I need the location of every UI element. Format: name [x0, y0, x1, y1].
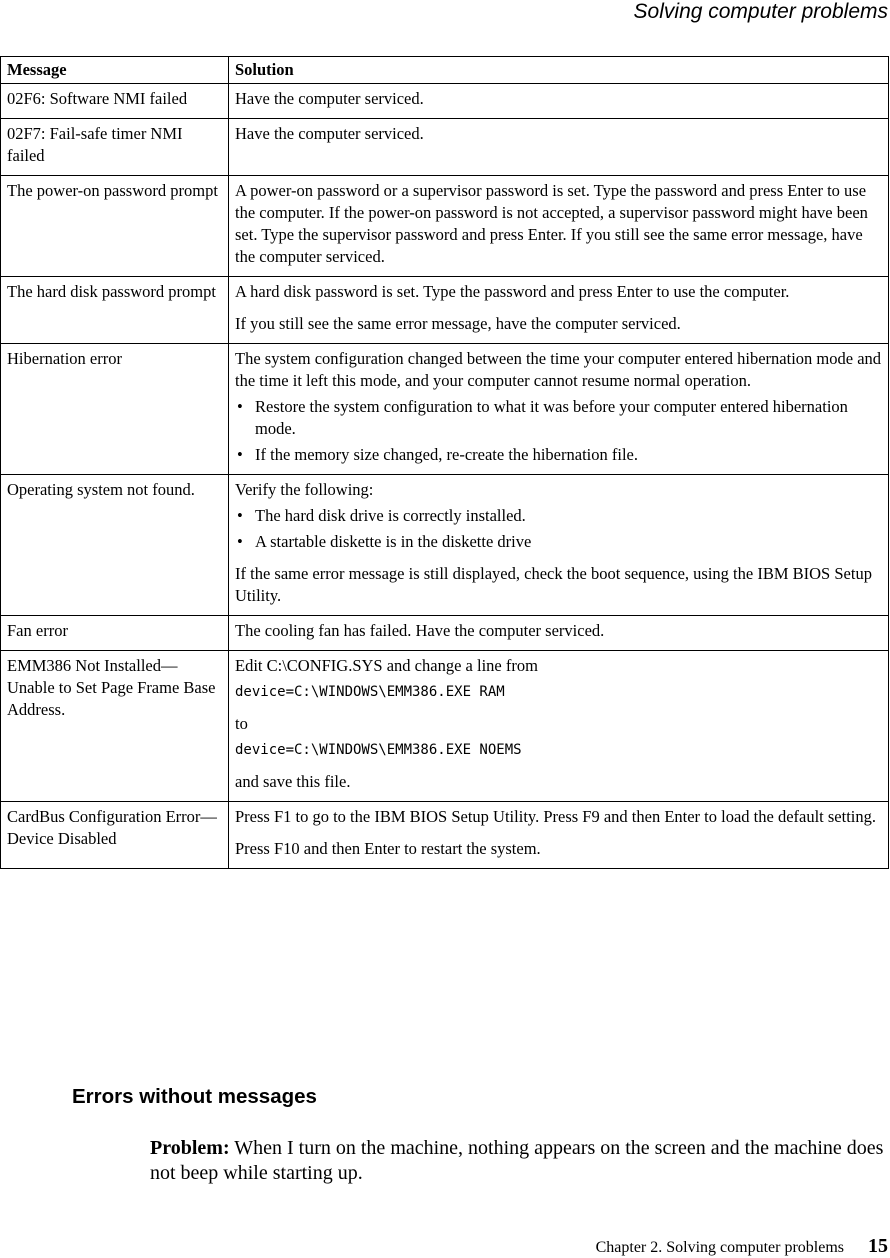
table-row	[1, 119, 889, 176]
column-header-message: Message	[1, 57, 229, 84]
solution-text: Have the computer serviced.	[235, 124, 424, 143]
message-cell: Fan error	[1, 616, 229, 651]
solution-text: The system configuration changed between the time your computer entered hibernation mode and the time it left this mode, and your computer cannot resume normal operation.	[235, 349, 882, 390]
solution-cell	[229, 651, 889, 802]
solution-cell	[229, 119, 889, 176]
table-row	[1, 277, 889, 344]
table-row	[1, 475, 889, 616]
solution-cell	[229, 475, 889, 616]
error-message-table	[0, 56, 889, 869]
table-row	[1, 616, 889, 651]
solution-text: A power-on password or a supervisor password is set. Type the password and press Enter to use the computer. If the power-on password is not accepted, a supervisor password might have been set. Type the supervisor password and press Enter. If you still see the same error message, have the computer serviced.	[235, 181, 868, 266]
code-line: device=C:\WINDOWS\EMM386.EXE RAM	[235, 684, 505, 700]
problem-text: When I turn on the machine, nothing appears on the screen and the machine does not beep while starting up.	[150, 1137, 884, 1184]
message-cell: The hard disk password prompt	[1, 277, 229, 344]
table-row	[1, 176, 889, 277]
bullet-item: • Restore the system configuration to what it was before your computer entered hibernation mode.	[235, 396, 886, 440]
bullet-list	[235, 396, 886, 466]
solution-text: Have the computer serviced.	[235, 89, 424, 108]
solution-cell	[229, 616, 889, 651]
solution-text: A hard disk password is set. Type the password and press Enter to use the computer.	[235, 282, 790, 301]
solution-text: If you still see the same error message, have the computer serviced.	[235, 314, 681, 333]
bullet-item: • If the memory size changed, re-create the hibernation file.	[235, 444, 886, 466]
message-cell: 02F7: Fail-safe timer NMI failed	[1, 119, 229, 176]
solution-cell	[229, 84, 889, 119]
message-cell: EMM386 Not Installed—Unable to Set Page Frame Base Address.	[1, 651, 229, 802]
solution-text: Verify the following:	[235, 480, 374, 499]
column-header-solution: Solution	[229, 57, 889, 84]
problem-statement	[150, 1136, 886, 1186]
solution-cell	[229, 277, 889, 344]
solution-text: Edit C:\CONFIG.SYS and change a line from	[235, 656, 538, 675]
bullet-item: • A startable diskette is in the diskette drive	[235, 531, 886, 553]
table-header-row	[1, 57, 889, 84]
message-cell: The power-on password prompt	[1, 176, 229, 277]
solution-text: Press F1 to go to the IBM BIOS Setup Utility. Press F9 and then Enter to load the default setting.	[235, 807, 877, 826]
footer-chapter: Chapter 2. Solving computer problems	[595, 1239, 844, 1256]
table-row	[1, 802, 889, 869]
code-line: device=C:\WINDOWS\EMM386.EXE NOEMS	[235, 742, 522, 758]
table-row	[1, 84, 889, 119]
bullet-list	[235, 505, 886, 553]
solution-cell	[229, 344, 889, 475]
message-cell: 02F6: Software NMI failed	[1, 84, 229, 119]
solution-text: If the same error message is still displayed, check the boot sequence, using the IBM BIOS Setup Utility.	[235, 564, 872, 605]
running-header: Solving computer problems	[633, 0, 888, 23]
message-cell: Operating system not found.	[1, 475, 229, 616]
problem-label: Problem:	[150, 1137, 230, 1159]
solution-cell	[229, 802, 889, 869]
solution-text: to	[235, 714, 248, 733]
solution-cell	[229, 176, 889, 277]
message-cell: CardBus Configuration Error—Device Disabled	[1, 802, 229, 869]
message-cell: Hibernation error	[1, 344, 229, 475]
table-row	[1, 651, 889, 802]
section-heading: Errors without messages	[72, 1085, 317, 1108]
bullet-item: • The hard disk drive is correctly installed.	[235, 505, 886, 527]
table-row	[1, 344, 889, 475]
page-footer	[596, 1236, 888, 1258]
page-number: 15	[868, 1235, 888, 1257]
solution-text: and save this file.	[235, 772, 351, 791]
solution-text: Press F10 and then Enter to restart the system.	[235, 839, 541, 858]
solution-text: The cooling fan has failed. Have the computer serviced.	[235, 621, 605, 640]
